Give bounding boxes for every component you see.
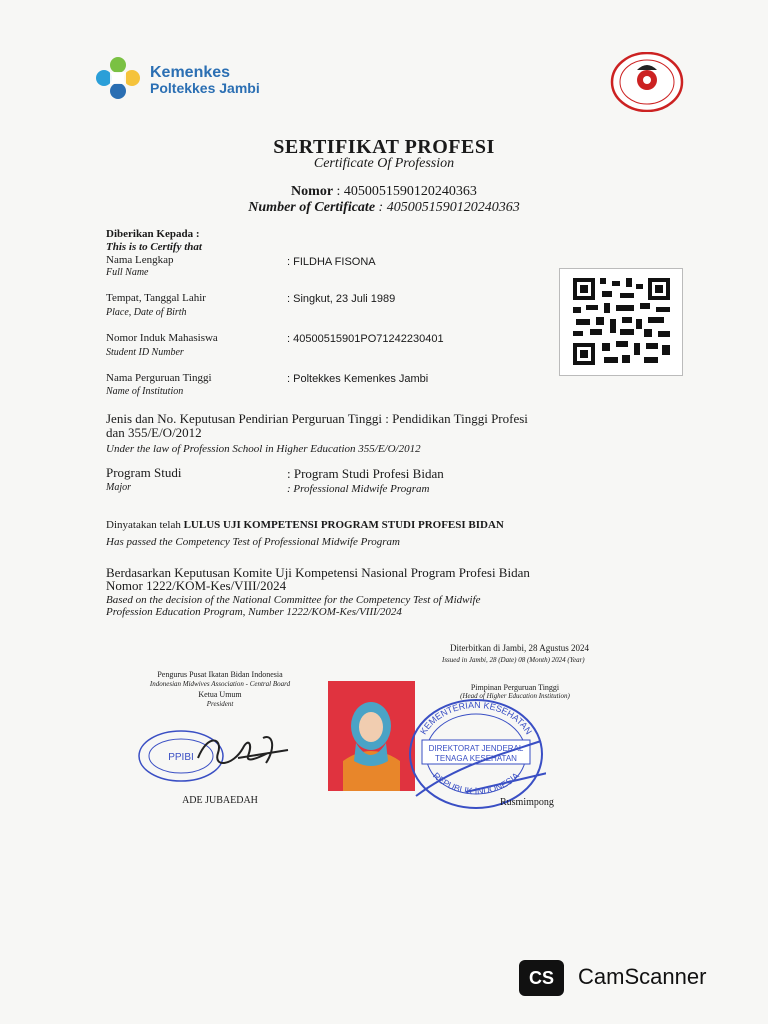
field-label: Nomor Induk Mahasiswa <box>106 332 218 344</box>
ministry-stamp-icon <box>406 696 546 812</box>
basis-line2: Nomor 1222/KOM-Kes/VIII/2024 <box>106 578 287 593</box>
field-label-en: Place, Date of Birth <box>106 307 187 318</box>
stamp-bottom-text: REPUBLIK INDONESIA <box>431 770 521 797</box>
given-label-en: This is to Certify that <box>106 241 202 253</box>
basis-line1: Berdasarkan Keputusan Komite Uji Kompetensi Nasional Program Profesi Bidan <box>106 565 530 580</box>
camscanner-badge: CS <box>519 960 564 996</box>
ppibi-stamp-text: PPIBI <box>168 752 194 763</box>
number-value: : 4050051590120240363 <box>378 200 520 215</box>
right-sign-l2: (Head of Higher Education Institution) <box>460 692 570 700</box>
number-label: Number of Certificate <box>248 200 376 215</box>
right-sign-name: Rusmimpong <box>500 797 554 808</box>
major-label: Program Studi <box>106 465 182 480</box>
left-sign-l2: Indonesian Midwives Association - Central Board <box>149 680 291 688</box>
right-sign-l1: Pimpinan Perguruan Tinggi <box>470 683 560 692</box>
kemenkes-logo-icon <box>88 52 144 104</box>
left-sign-l4: President <box>206 700 234 708</box>
major-value-en: : Professional Midwife Program <box>287 483 430 495</box>
field-label-en: Name of Institution <box>106 386 184 397</box>
field-label: Tempat, Tanggal Lahir <box>106 292 206 304</box>
field-value: : Poltekkes Kemenkes Jambi <box>287 373 429 385</box>
field-label: Nama Perguruan Tinggi <box>106 372 212 384</box>
svg-text:REPUBLIK INDONESIA <box>431 771 521 797</box>
issued-line: Diterbitkan di Jambi, 28 Agustus 2024 <box>450 643 589 653</box>
major-label-en: Major <box>106 482 131 493</box>
stamp-mid2-text: TENAGA KESEHATAN <box>435 754 517 763</box>
logo-line2: Poltekkes Jambi <box>150 80 260 96</box>
qr-code-icon <box>559 268 683 376</box>
decree-line1: Jenis dan No. Keputusan Pendirian Perguruan Tinggi : Pendidikan Tinggi Profesi <box>106 411 528 426</box>
ibi-seal-icon <box>610 52 684 112</box>
field-value: : FILDHA FISONA <box>287 256 376 268</box>
field-label-en: Full Name <box>106 267 149 278</box>
photo-portrait <box>328 681 415 791</box>
decree-line2: dan 355/E/O/2012 <box>106 425 202 440</box>
logo-line1: Kemenkes <box>150 64 231 81</box>
left-sign-l3: Ketua Umum <box>198 690 242 699</box>
left-signature-icon <box>188 728 298 778</box>
certificate-subtitle: Certificate Of Profession <box>313 156 455 171</box>
certificate-title: SERTIFIKAT PROFESI <box>273 136 495 158</box>
nomor-line <box>0 184 768 200</box>
basis-en1: Based on the decision of the National Committee for the Competency Test of Midwife <box>106 594 481 606</box>
issued-en: Issued in Jambi, 28 (Date) 08 (Month) 2024 (Year) <box>442 656 585 664</box>
field-label-en: Student ID Number <box>106 347 184 358</box>
passed-prefix: Dinyatakan telah <box>106 519 184 531</box>
kemenkes-logo <box>88 52 144 109</box>
decree-en: Under the law of Profession School in Higher Education 355/E/O/2012 <box>106 443 421 455</box>
basis-en2: Profession Education Program, Number 1222/KOM-Kes/VIII/2024 <box>106 606 402 618</box>
passed-en: Has passed the Competency Test of Professional Midwife Program <box>106 536 400 548</box>
left-sign-l1: Pengurus Pusat Ikatan Bidan Indonesia <box>157 670 283 679</box>
camscanner-text: CamScanner <box>578 964 707 989</box>
nomor-value: : 4050051590120240363 <box>336 184 477 199</box>
given-label: Diberikan Kepada : <box>106 228 200 240</box>
major-value: : Program Studi Profesi Bidan <box>287 466 444 481</box>
field-value: : 40500515901PO71242230401 <box>287 333 444 345</box>
passed-line <box>106 519 504 531</box>
field-value: : Singkut, 23 Juli 1989 <box>287 293 396 305</box>
nomor-label: Nomor <box>291 184 334 199</box>
passed-bold: LULUS UJI KOMPETENSI PROGRAM STUDI PROFESI BIDAN <box>183 519 504 531</box>
stamp-mid1-text: DIREKTORAT JENDERAL <box>428 744 524 753</box>
number-line <box>0 200 768 216</box>
left-sign-name: ADE JUBAEDAH <box>182 795 258 806</box>
stamp-top-text: KEMENTERIAN KESEHATAN <box>418 699 534 737</box>
field-label: Nama Lengkap <box>106 254 174 266</box>
